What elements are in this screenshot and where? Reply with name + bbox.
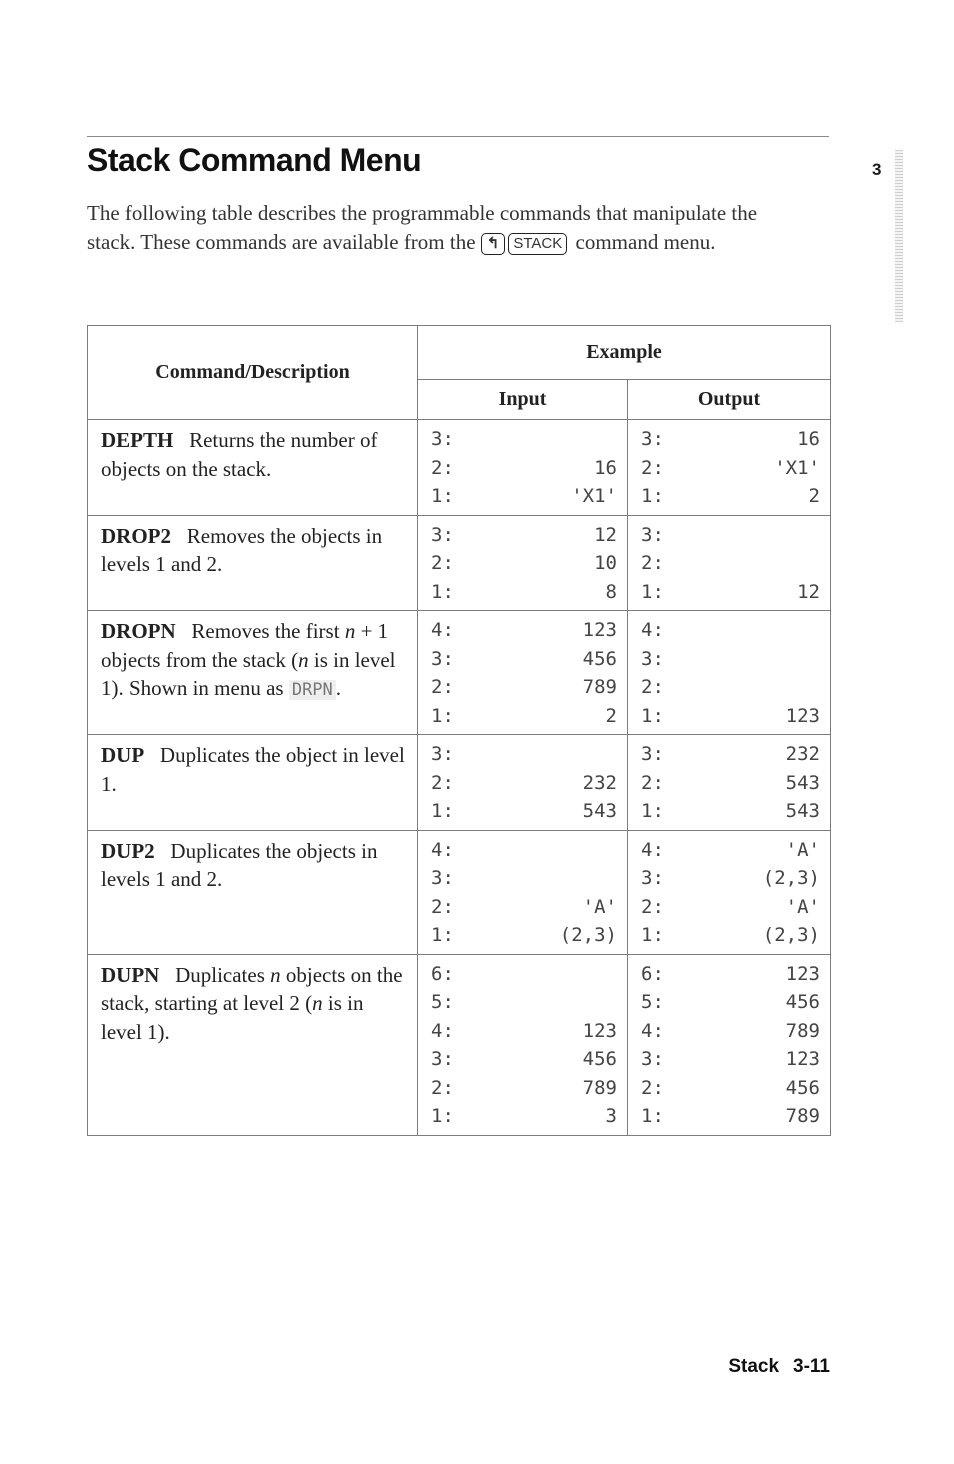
left-shift-arrow-icon: ↰ (481, 233, 506, 255)
table-row-dupn (88, 954, 831, 1135)
stack-level (431, 836, 617, 865)
header-command-description: Command/Description (88, 326, 418, 420)
chapter-thumb-tab (895, 150, 903, 322)
level-label: 2: (431, 1076, 454, 1099)
stack-level (431, 673, 617, 702)
footer-section: Stack (728, 1356, 780, 1377)
input-stack (418, 735, 628, 831)
stack-level (641, 836, 820, 865)
level-value: 456 (785, 991, 820, 1013)
command-description (88, 420, 418, 516)
level-label: 3: (641, 743, 664, 765)
level-label: 3: (431, 523, 454, 546)
level-label: 1: (431, 924, 454, 946)
stack-level (431, 521, 617, 550)
level-value: 123 (785, 704, 820, 727)
level-value: 543 (785, 800, 820, 822)
stack-level (641, 864, 820, 893)
level-value: 12 (594, 523, 617, 546)
output-stack (628, 611, 831, 735)
level-value: 123 (785, 962, 820, 985)
level-label: 4: (431, 1019, 454, 1042)
stack-level (641, 893, 820, 922)
level-label: 3: (431, 743, 454, 765)
command-name: DUPN (101, 962, 160, 987)
input-stack (418, 830, 628, 954)
command-description (88, 735, 418, 831)
header-example: Example (418, 326, 831, 380)
output-stack (628, 735, 831, 831)
output-stack (628, 830, 831, 954)
stack-level (431, 454, 617, 483)
stack-level (641, 702, 820, 731)
level-label: 4: (431, 838, 454, 861)
level-label: 5: (641, 991, 664, 1013)
level-label: 3: (431, 867, 454, 889)
level-value: 789 (785, 1105, 820, 1127)
level-value: 'A' (785, 895, 820, 918)
level-label: 2: (641, 895, 664, 918)
level-value: 2 (605, 704, 617, 727)
level-value: 456 (785, 1076, 820, 1099)
level-value: 789 (582, 1076, 617, 1099)
level-value: 789 (582, 676, 617, 698)
stack-level (431, 740, 617, 769)
stack-level (431, 1074, 617, 1103)
level-label: 1: (431, 1105, 454, 1127)
level-value: 123 (785, 1048, 820, 1070)
stack-level (431, 1102, 617, 1131)
stack-level (641, 769, 820, 798)
table-row-depth (88, 420, 831, 516)
stack-level (431, 702, 617, 731)
level-label: 1: (431, 485, 454, 507)
input-stack (418, 954, 628, 1135)
stack-level (641, 482, 820, 511)
command-text: is in level 1). Shown in menu as (101, 647, 396, 700)
level-label: 1: (641, 800, 664, 822)
command-text: Duplicates (175, 962, 271, 987)
output-stack (628, 515, 831, 611)
page-number: 3-11 (793, 1356, 830, 1377)
level-label: 1: (641, 924, 664, 946)
stack-level (641, 454, 820, 483)
level-label: 2: (431, 771, 454, 794)
stack-level (641, 960, 820, 989)
stack-level (641, 797, 820, 826)
command-name: DROP2 (101, 523, 171, 548)
variable-n: n (344, 619, 356, 643)
level-value: 123 (582, 1019, 617, 1042)
stack-level (641, 578, 820, 607)
level-value: (2,3) (762, 924, 820, 946)
level-value: (2,3) (559, 924, 617, 946)
table-row-dup (88, 735, 831, 831)
header-input: Input (418, 380, 628, 420)
chapter-number: 3 (872, 160, 882, 179)
level-label: 1: (641, 704, 664, 727)
command-text: Returns the number of objects on the stack. (101, 428, 378, 481)
command-text: . (335, 676, 342, 700)
page-title: Stack Command Menu (87, 142, 422, 178)
stack-level (641, 673, 820, 702)
level-label: 2: (641, 456, 664, 479)
command-name: DEPTH (101, 428, 174, 452)
page-footer (728, 1356, 830, 1378)
level-value: 232 (785, 743, 820, 765)
level-value: 16 (594, 456, 617, 479)
level-label: 2: (641, 771, 664, 794)
output-stack (628, 954, 831, 1135)
output-stack (628, 420, 831, 516)
level-value: 543 (582, 800, 617, 822)
command-description (88, 954, 418, 1135)
command-text: Removes the first (191, 619, 340, 643)
stack-level (641, 549, 820, 578)
input-stack (418, 611, 628, 735)
stack-level (641, 1074, 820, 1103)
level-label: 4: (641, 619, 664, 641)
header-output: Output (628, 380, 831, 420)
level-value: 3 (605, 1105, 617, 1127)
command-name: DROPN (101, 619, 176, 643)
level-value: 232 (582, 771, 617, 794)
level-label: 2: (641, 1076, 664, 1099)
level-value: 'X1' (571, 485, 617, 507)
level-value: 'X1' (774, 456, 820, 479)
level-value: 456 (582, 1048, 617, 1070)
command-text: Duplicates the objects in levels 1 and 2. (101, 838, 378, 891)
level-label: 3: (431, 428, 454, 450)
level-value: 12 (797, 580, 820, 603)
variable-n: n (298, 647, 309, 672)
stack-level (641, 1045, 820, 1074)
table-row-dropn (88, 611, 831, 735)
level-value: 789 (785, 1019, 820, 1042)
command-description (88, 611, 418, 735)
stack-level (641, 740, 820, 769)
stack-level (641, 425, 820, 454)
level-label: 1: (641, 485, 664, 507)
stack-level (431, 425, 617, 454)
table-row-dup2 (88, 830, 831, 954)
level-label: 1: (431, 580, 454, 603)
stack-level (431, 549, 617, 578)
stack-level (431, 482, 617, 511)
menu-label-drpn: DRPN (289, 680, 336, 700)
stack-menu-key: STACK (508, 233, 567, 255)
stack-level (431, 616, 617, 645)
command-text: + 1 objects from the stack ( (101, 619, 389, 672)
variable-n: n (312, 991, 323, 1015)
stack-level (431, 893, 617, 922)
stack-command-table (87, 325, 831, 1136)
stack-level (641, 521, 820, 550)
level-value: 456 (582, 647, 617, 670)
command-text: Duplicates the object in level 1. (101, 743, 405, 796)
level-label: 4: (431, 619, 454, 641)
intro-paragraph (87, 199, 787, 257)
level-label: 1: (641, 1105, 664, 1127)
table-row-drop2 (88, 515, 831, 611)
level-value: (2,3) (762, 867, 820, 889)
level-value: 2 (808, 485, 820, 507)
stack-level (431, 864, 617, 893)
intro-text-before: The following table describes the programmable commands that manipulate the stack. These commands are available from the (87, 201, 758, 254)
stack-level (641, 645, 820, 674)
level-value: 543 (785, 771, 820, 794)
stack-level (641, 921, 820, 950)
level-label: 2: (641, 676, 664, 698)
level-label: 6: (641, 962, 664, 985)
level-label: 1: (431, 704, 454, 727)
stack-level (431, 988, 617, 1017)
level-value: 'A' (785, 838, 820, 861)
level-label: 2: (431, 552, 454, 574)
level-label: 2: (431, 895, 454, 918)
stack-level (641, 988, 820, 1017)
stack-level (431, 578, 617, 607)
stack-level (431, 960, 617, 989)
level-label: 5: (431, 991, 454, 1013)
stack-level (641, 616, 820, 645)
stack-level (431, 645, 617, 674)
level-label: 6: (431, 962, 454, 985)
level-value: 'A' (582, 895, 617, 918)
input-stack (418, 515, 628, 611)
level-value: 10 (594, 552, 617, 574)
level-value: 8 (605, 580, 617, 603)
level-label: 3: (641, 523, 664, 546)
stack-level (641, 1017, 820, 1046)
stack-level (431, 921, 617, 950)
level-label: 2: (431, 676, 454, 698)
level-label: 2: (431, 456, 454, 479)
command-name: DUP (101, 743, 145, 767)
level-label: 3: (431, 647, 454, 670)
command-text: Removes the objects in levels 1 and 2. (101, 523, 383, 576)
level-label: 3: (641, 647, 664, 670)
stack-level (641, 1102, 820, 1131)
level-label: 4: (641, 1019, 664, 1042)
stack-level (431, 1017, 617, 1046)
level-value: 16 (797, 428, 820, 450)
level-label: 3: (641, 428, 664, 450)
top-rule (87, 136, 829, 137)
stack-level (431, 1045, 617, 1074)
stack-level (431, 769, 617, 798)
level-label: 3: (641, 1048, 664, 1070)
input-stack (418, 420, 628, 516)
intro-text-after: command menu. (570, 230, 716, 254)
level-label: 3: (641, 867, 664, 889)
level-label: 1: (431, 800, 454, 822)
command-description (88, 830, 418, 954)
level-label: 2: (641, 552, 664, 574)
level-label: 3: (431, 1048, 454, 1070)
stack-level (431, 797, 617, 826)
level-value: 123 (582, 619, 617, 641)
variable-n: n (270, 962, 281, 987)
command-description (88, 515, 418, 611)
command-text: is in level 1). (101, 991, 364, 1044)
command-name: DUP2 (101, 838, 155, 863)
command-text: objects on the stack, starting at level 2 ( (101, 962, 403, 1015)
level-label: 4: (641, 838, 664, 861)
level-label: 1: (641, 580, 664, 603)
